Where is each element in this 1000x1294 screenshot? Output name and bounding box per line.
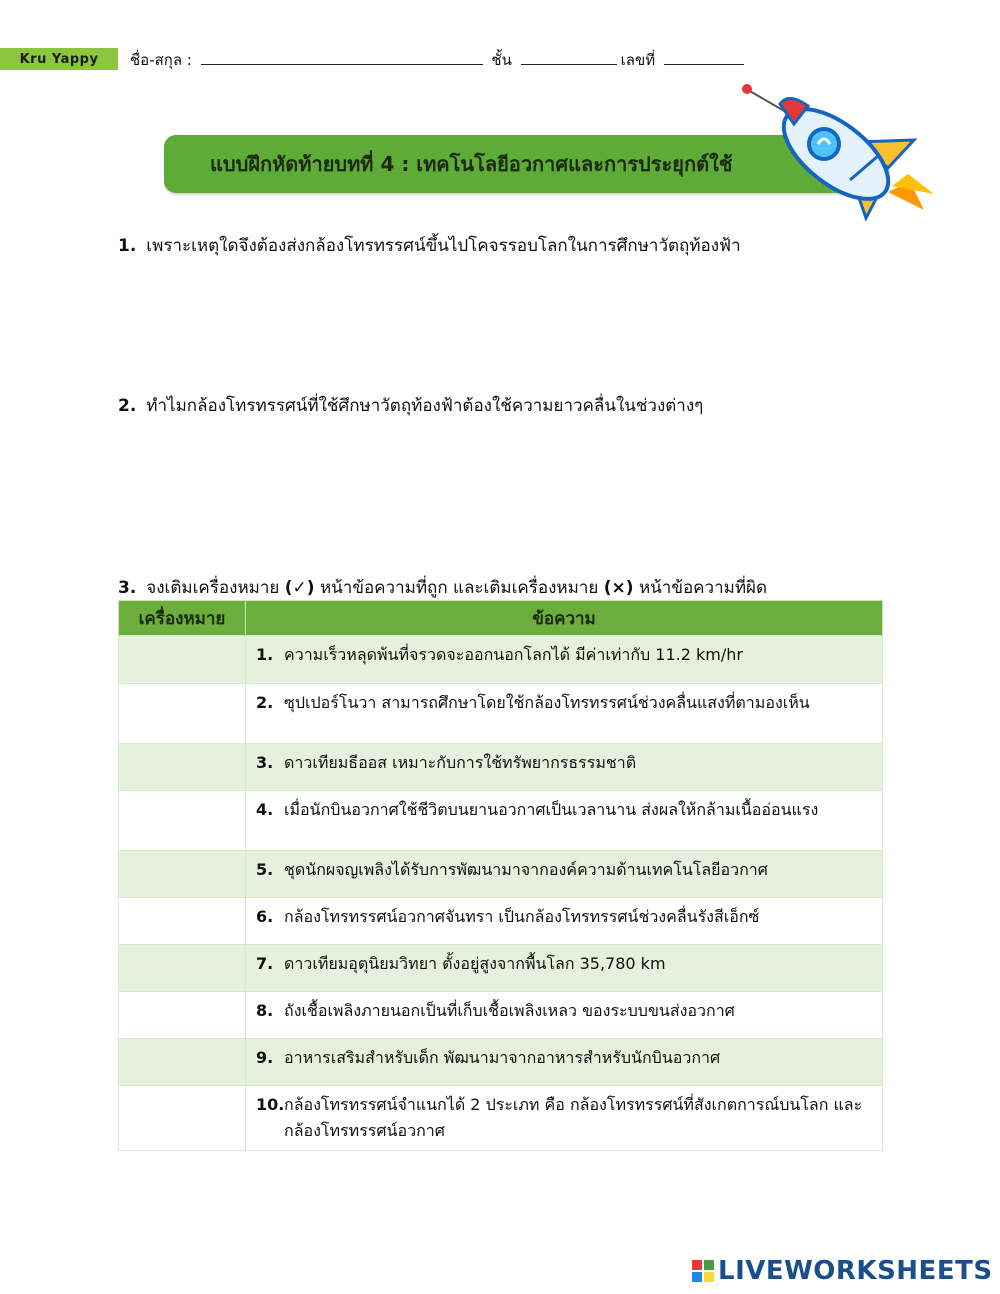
question-3: 3. จงเติมเครื่องหมาย (✓) หน้าข้อความที่ถูก และเติมเครื่องหมาย (×) หน้าข้อความที่ผิด <box>118 578 768 598</box>
class-blank[interactable] <box>521 50 617 65</box>
statement-text: ดาวเทียมธีออส เหมาะกับการใช้ทรัพยากรธรรมชาติ <box>284 753 637 772</box>
rocket-icon <box>738 82 938 222</box>
number-label: เลขที่ <box>620 51 656 69</box>
statement-text: ซุปเปอร์โนวา สามารถศึกษาโดยใช้กล้องโทรทรรศน์ช่วงคลื่นแสงที่ตามองเห็น <box>284 693 810 712</box>
table-row: 9. อาหารเสริมสำหรับเด็ก พัฒนามาจากอาหารสำหรับนักบินอวกาศ <box>119 1039 883 1086</box>
question-2-text: ทำไมกล้องโทรทรรศน์ที่ใช้ศึกษาวัตถุท้องฟ้าต้องใช้ความยาวคลื่นในช่วงต่างๆ <box>146 396 704 416</box>
check-mark-icon: (✓) <box>284 578 315 598</box>
brand-tag: Kru Yappy <box>0 48 118 70</box>
answer-cell[interactable] <box>119 684 246 744</box>
table-row: 6. กล้องโทรทรรศน์อวกาศจันทรา เป็นกล้องโทรทรรศน์ช่วงคลื่นรังสีเอ็กซ์ <box>119 898 883 945</box>
answer-cell[interactable] <box>119 945 246 992</box>
question-1: 1. เพราะเหตุใดจึงต้องส่งกล้องโทรทรรศน์ขึ้นไปโคจรรอบโลกในการศึกษาวัตถุท้องฟ้า <box>118 236 741 256</box>
statement-text: อาหารเสริมสำหรับเด็ก พัฒนามาจากอาหารสำหรับนักบินอวกาศ <box>284 1048 721 1067</box>
worksheet-title: แบบฝึกหัดท้ายบทที่ 4 : เทคโนโลยีอวกาศและการประยุกต์ใช้ <box>164 135 854 193</box>
statement-text: กล้องโทรทรรศน์จำแนกได้ 2 ประเภท คือ กล้องโทรทรรศน์ที่สังเกตการณ์บนโลก และกล้องโทรทรรศน์อวกาศ <box>284 1095 863 1140</box>
statement-text: เมื่อนักบินอวกาศใช้ชีวิตบนยานอวกาศเป็นเวลานาน ส่งผลให้กล้ามเนื้ออ่อนแรง <box>284 800 819 819</box>
answer-cell[interactable] <box>119 898 246 945</box>
statement-text: ชุดนักผจญเพลิงได้รับการพัฒนามาจากองค์ความด้านเทคโนโลยีอวกาศ <box>284 860 768 879</box>
answer-cell[interactable] <box>119 851 246 898</box>
number-blank[interactable] <box>664 50 744 65</box>
table-row: 4. เมื่อนักบินอวกาศใช้ชีวิตบนยานอวกาศเป็นเวลานาน ส่งผลให้กล้ามเนื้ออ่อนแรง <box>119 791 883 851</box>
table-row: 7. ดาวเทียมอุตุนิยมวิทยา ตั้งอยู่สูงจากพื้นโลก 35,780 km <box>119 945 883 992</box>
liveworksheets-logo <box>692 1256 993 1286</box>
cross-mark-icon: (×) <box>603 578 634 598</box>
class-label: ชั้น <box>491 51 512 69</box>
question-1-text: เพราะเหตุใดจึงต้องส่งกล้องโทรทรรศน์ขึ้นไปโคจรรอบโลกในการศึกษาวัตถุท้องฟ้า <box>146 236 741 256</box>
answer-cell[interactable] <box>119 1039 246 1086</box>
table-row: 3. ดาวเทียมธีออส เหมาะกับการใช้ทรัพยากรธรรมชาติ <box>119 744 883 791</box>
statement-text: ดาวเทียมอุตุนิยมวิทยา ตั้งอยู่สูงจากพื้นโลก 35,780 km <box>284 954 666 973</box>
answer-cell[interactable] <box>119 744 246 791</box>
question-2: 2. ทำไมกล้องโทรทรรศน์ที่ใช้ศึกษาวัตถุท้องฟ้าต้องใช้ความยาวคลื่นในช่วงต่างๆ <box>118 396 704 416</box>
header-mark: เครื่องหมาย <box>119 601 246 636</box>
answer-cell[interactable] <box>119 636 246 684</box>
table-row: 10. กล้องโทรทรรศน์จำแนกได้ 2 ประเภท คือ กล้องโทรทรรศน์ที่สังเกตการณ์บนโลก และกล้องโทรทรรศน์อวกาศ <box>119 1086 883 1151</box>
answer-cell[interactable] <box>119 791 246 851</box>
name-label: ชื่อ-สกุล : <box>130 51 192 69</box>
table-row: 1. ความเร็วหลุดพ้นที่จรวดจะออกนอกโลกได้ มีค่าเท่ากับ 11.2 km/hr <box>119 636 883 684</box>
answer-cell[interactable] <box>119 1086 246 1151</box>
statement-text: กล้องโทรทรรศน์อวกาศจันทรา เป็นกล้องโทรทรรศน์ช่วงคลื่นรังสีเอ็กซ์ <box>284 907 760 926</box>
header-statement: ข้อความ <box>246 601 883 636</box>
logo-blocks-icon <box>692 1260 714 1282</box>
table-row: 5. ชุดนักผจญเพลิงได้รับการพัฒนามาจากองค์ความด้านเทคโนโลยีอวกาศ <box>119 851 883 898</box>
table-row: 2. ซุปเปอร์โนวา สามารถศึกษาโดยใช้กล้องโทรทรรศน์ช่วงคลื่นแสงที่ตามองเห็น <box>119 684 883 744</box>
name-blank[interactable] <box>201 50 483 65</box>
student-info-line <box>130 48 748 72</box>
table-row: 8. ถังเชื้อเพลิงภายนอกเป็นที่เก็บเชื้อเพลิงเหลว ของระบบขนส่งอวกาศ <box>119 992 883 1039</box>
true-false-table <box>118 600 883 1151</box>
statement-text: ถังเชื้อเพลิงภายนอกเป็นที่เก็บเชื้อเพลิงเหลว ของระบบขนส่งอวกาศ <box>284 1001 735 1020</box>
logo-text: LIVEWORKSHEETS <box>718 1256 993 1286</box>
statement-text: ความเร็วหลุดพ้นที่จรวดจะออกนอกโลกได้ มีค่าเท่ากับ 11.2 km/hr <box>284 645 743 664</box>
answer-cell[interactable] <box>119 992 246 1039</box>
